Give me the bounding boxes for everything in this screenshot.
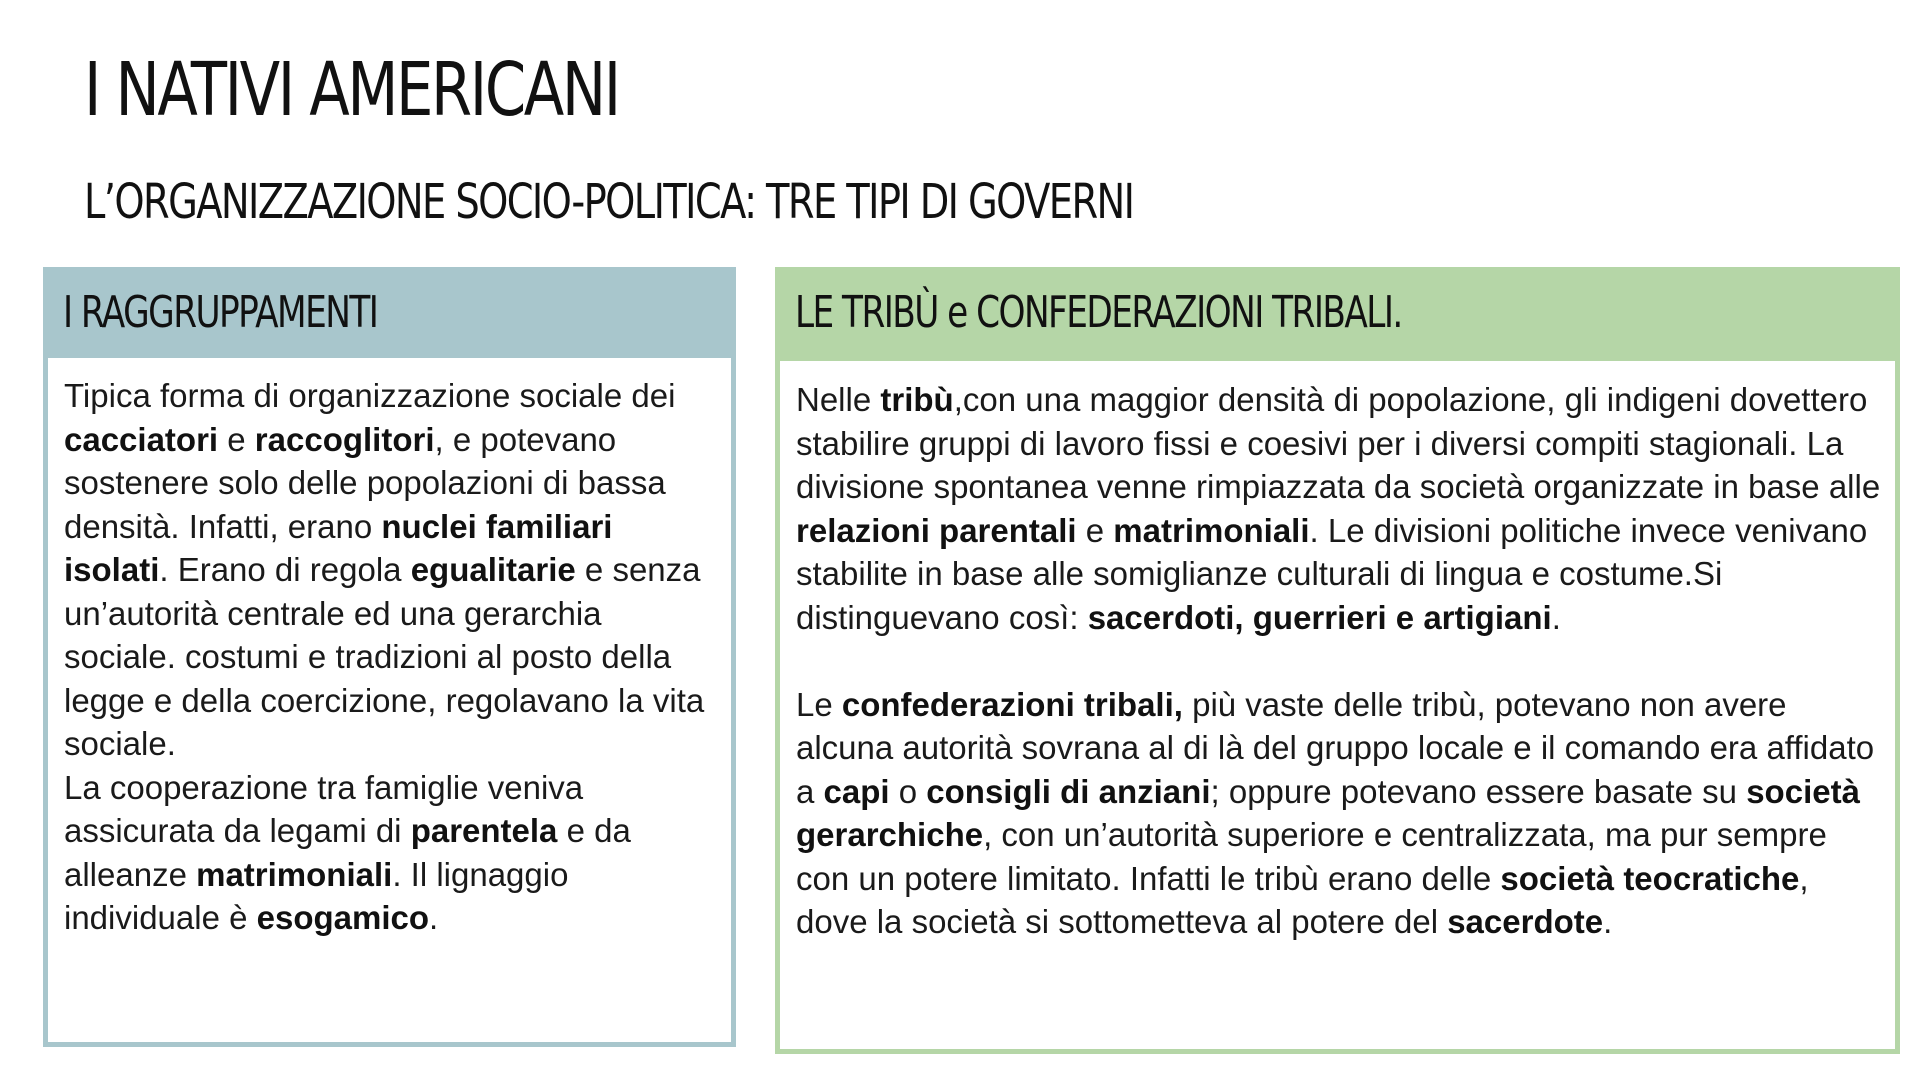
text-run: più vaste delle tribù, potevano non avere alcuna autorità sovrana al di là del gruppo locale e il comando era affidato a [796,685,1875,810]
text-run: e [218,420,255,458]
bold-term: relazioni parentali [796,511,1077,549]
bold-term: matrimoniali [196,855,393,893]
bold-term: raccoglitori [254,420,435,458]
text-run: ,con una maggior densità di popolazione, gli indigeni dovettero stabilire gruppi di lavoro fissi e coesivi per i diversi compiti stagionali. La divisione spontanea venne rimpiazzata da società organizzate in base alle [796,381,1881,505]
bold-term: società teocratiche [1500,859,1800,897]
bold-term: cacciatori [64,420,219,458]
tribu-panel-title: LE TRIBÙ e CONFEDERAZIONI TRIBALI. [795,287,1402,338]
text-run: , e potevano sostenere solo delle popolazioni di bassa densità. Infatti, erano [64,420,666,545]
text-run: . Il lignaggio individuale è [64,855,569,936]
raggruppamenti-panel-title: I RAGGRUPPAMENTI [63,287,378,338]
text-run: La cooperazione tra famiglie veniva assicurata da legami di [64,768,584,849]
text-run: . [429,899,439,936]
bold-term: matrimoniali [1113,511,1310,549]
text-run: , dove la società si sottometteva al potere del [796,859,1809,940]
tribu-panel-body [796,378,1886,944]
text-run: Le [796,685,842,723]
bold-term: capi [823,772,890,810]
slide-title: I NATIVI AMERICANI [84,47,619,133]
text-run: . [1551,598,1561,636]
text-run: , con un’autorità superiore e centralizzata, ma pur sempre con un potere limitato. Infatti le tribù erano delle [796,816,1827,897]
text-run: o [889,772,927,810]
bold-term: nuclei familiari isolati [64,507,613,588]
text-run: e [1076,511,1114,549]
slide-subtitle: L’ORGANIZZAZIONE SOCIO-POLITICA: TRE TIPI DI GOVERNI [84,174,1134,230]
text-run: . Erano di regola [159,551,411,588]
text-run: Tipica forma di organizzazione sociale dei [64,377,676,414]
raggruppamenti-panel [43,267,736,1047]
bold-term: parentela [410,812,558,849]
bold-term: sacerdote [1447,903,1604,940]
body-paragraph [64,374,714,766]
text-run: . [1603,903,1613,940]
tribu-panel-header [780,272,1895,361]
text-run: . Le divisioni politiche invece venivano stabilite in base alle somiglianze culturali di lingua e costume.Si distinguevano così: [796,511,1868,636]
body-paragraph [796,683,1886,944]
text-run: e senza un’autorità centrale ed una gerarchia sociale. costumi e tradizioni al posto della legge e della coercizione, regolavano la vita sociale. [64,551,705,762]
body-paragraph [64,766,714,940]
tribu-panel [775,267,1900,1054]
bold-term: consigli di anziani [926,772,1211,810]
text-run: ; oppure potevano essere basate su [1210,772,1747,810]
bold-term: tribù [880,381,954,418]
bold-term: esogamico [256,899,430,936]
paragraph-gap [796,639,1886,683]
raggruppamenti-panel-header [48,272,731,358]
bold-term: egualitarie [410,551,576,588]
text-run: Nelle [796,381,881,418]
raggruppamenti-panel-body [64,374,714,940]
bold-term: società gerarchiche [796,772,1860,853]
text-run: e da alleanze [64,812,631,893]
bold-term: confederazioni tribali, [841,685,1183,723]
bold-term: sacerdoti, guerrieri e artigiani [1087,598,1552,636]
body-paragraph [796,378,1886,639]
